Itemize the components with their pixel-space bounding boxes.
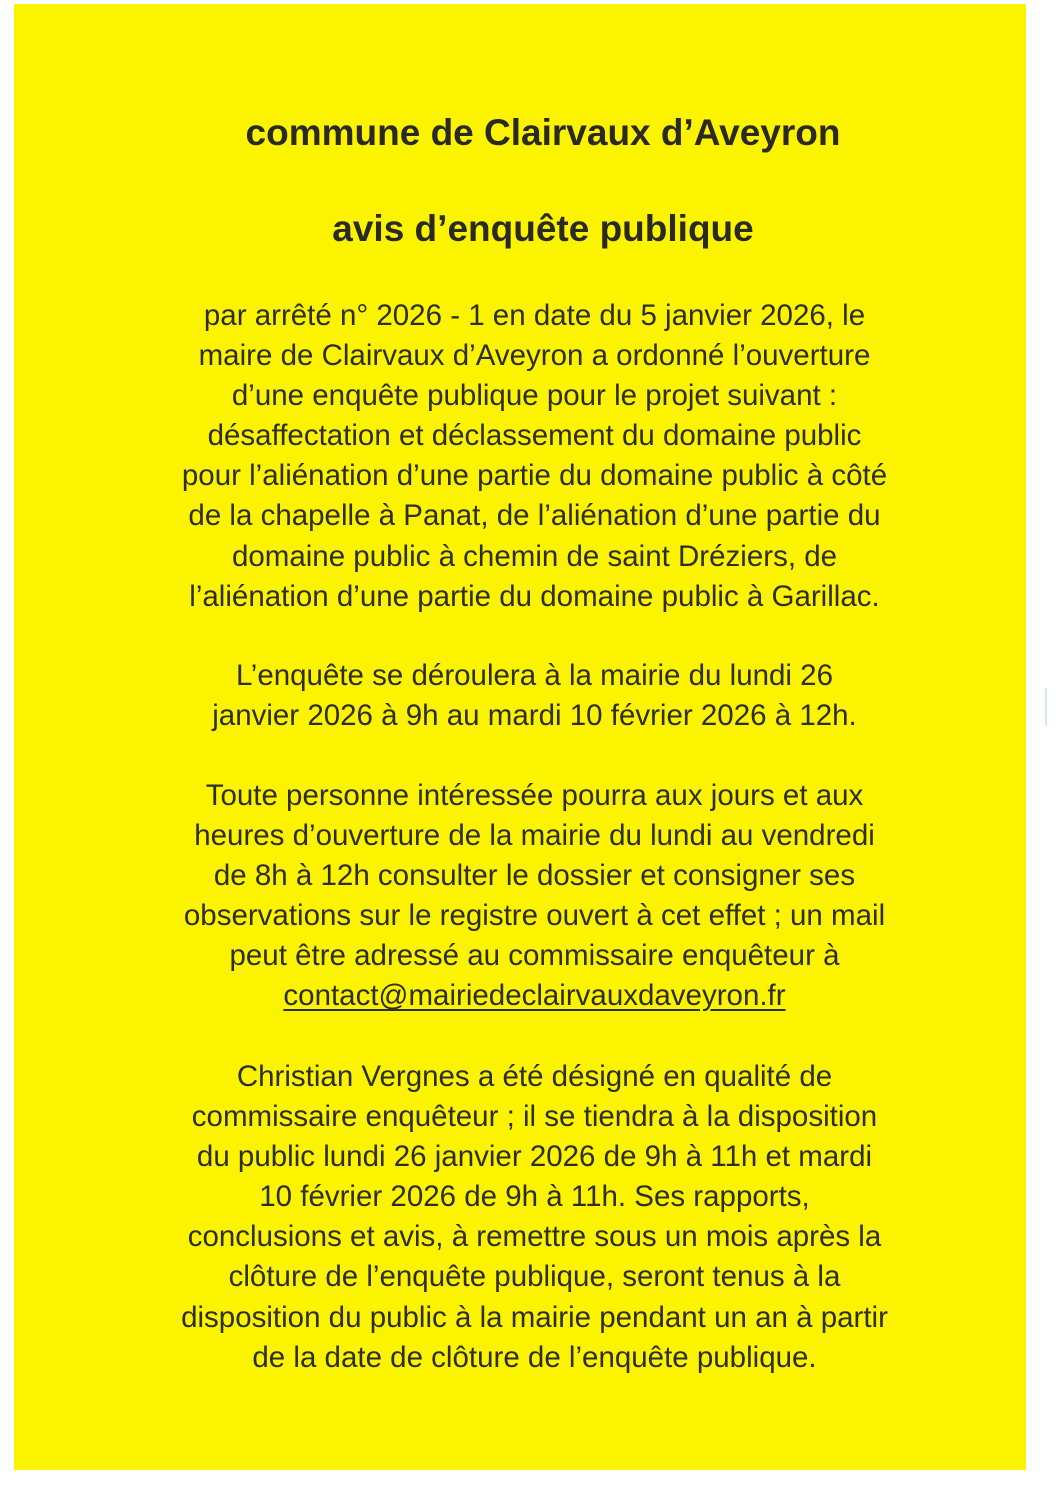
text-line: peut être adressé au commissaire enquêteur à [229, 939, 840, 973]
paragraph-dates [0, 656, 1059, 736]
paragraph-commissaire [0, 1057, 1059, 1378]
text-line: Toute personne intéressée pourra aux jours et aux [205, 779, 864, 812]
text-line: l’aliénation d’une partie du domaine public à Garillac. [189, 579, 880, 613]
commune-heading: commune de Clairvaux d’Aveyron [245, 112, 841, 153]
text-line: Christian Vergnes a été désigné en qualité de [236, 1060, 833, 1093]
text-line: 10 février 2026 de 9h à 11h. Ses rapports, [259, 1180, 810, 1214]
text-line: de la date de clôture de l’enquête publique. [252, 1340, 817, 1374]
text-line: de la chapelle à Panat, de l’aliénation d’une partie du [188, 499, 881, 533]
text-line: d’une enquête publique pour le projet suivant : [231, 379, 838, 413]
paragraph-consultation [0, 776, 1059, 1017]
text-line: conclusions et avis, à remettre sous un mois après la [187, 1220, 882, 1254]
text-line: par arrêté n° 2026 - 1 en date du 5 janvier 2026, le [203, 299, 866, 332]
text-line: clôture de l’enquête publique, seront tenus à la [228, 1260, 841, 1294]
notice-subheading: avis d’enquête publique [332, 208, 754, 249]
text-line: de 8h à 12h consulter le dossier et consigner ses [213, 859, 856, 893]
text-line: commissaire enquêteur ; il se tiendra à la disposition [191, 1100, 878, 1134]
text-line: pour l’aliénation d’une partie du domaine public à côté [181, 459, 888, 493]
text-line: L’enquête se déroulera à la mairie du lundi 26 [236, 659, 833, 692]
text-line: disposition du public à la mairie pendant un an à partir [181, 1300, 888, 1334]
text-line: heures d’ouverture de la mairie du lundi au vendredi [194, 819, 875, 853]
paragraph-arrete [0, 296, 1059, 617]
contact-email-link[interactable]: contact@mairiedeclairvauxdaveyron.fr [283, 979, 786, 1013]
text-line: maire de Clairvaux d’Aveyron a ordonné l’ouverture [198, 339, 871, 373]
text-line: observations sur le registre ouvert à cet effet ; un mail [183, 899, 886, 933]
text-line: désaffectation et déclassement du domaine public [207, 419, 862, 453]
text-line: domaine public à chemin de saint Dréziers, de [231, 539, 838, 573]
text-line: du public lundi 26 janvier 2026 de 9h à 11h et mardi [196, 1140, 873, 1174]
text-line: janvier 2026 à 9h au mardi 10 février 2026 à 12h. [212, 699, 857, 733]
